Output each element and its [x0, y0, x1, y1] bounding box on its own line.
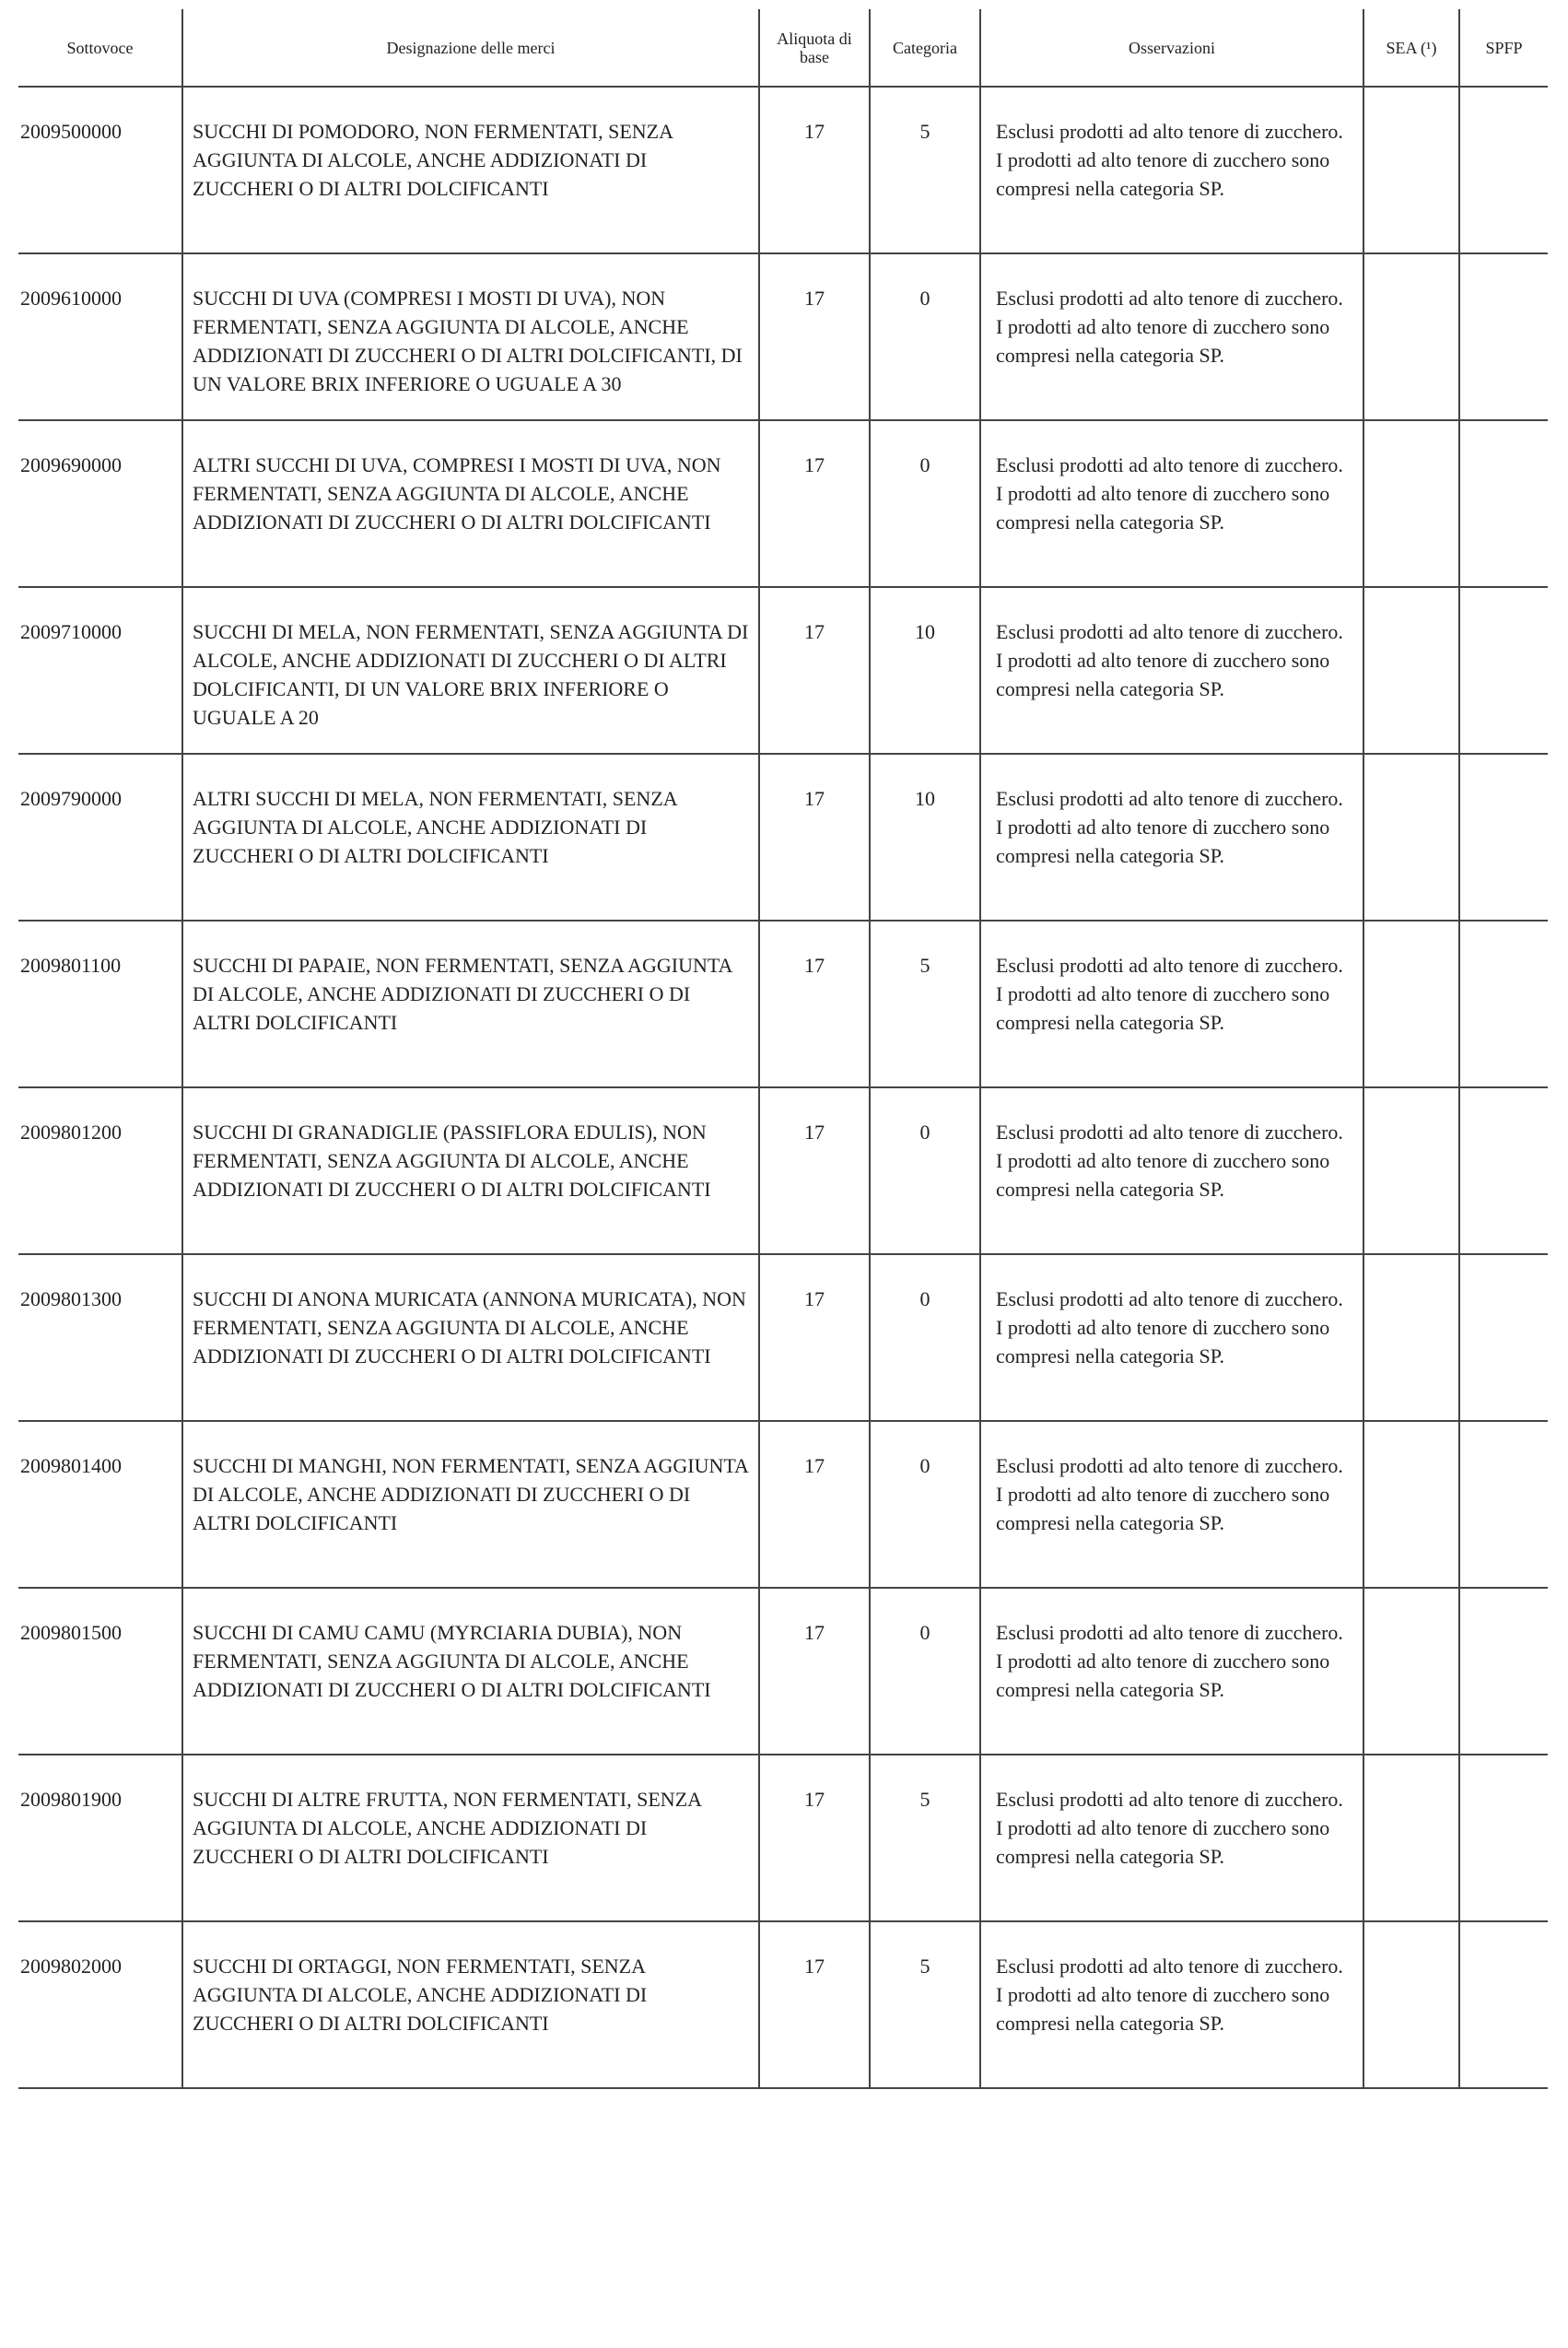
- cell-osservazioni: Esclusi prodotti ad alto tenore di zucchero. I prodotti ad alto tenore di zucchero sono compresi nella categoria SP.: [980, 1921, 1363, 2088]
- cell-aliquota: 17: [759, 754, 870, 921]
- cell-spfp: [1459, 1755, 1548, 1921]
- cell-categoria: 0: [870, 420, 980, 587]
- cell-spfp: [1459, 1588, 1548, 1755]
- tariff-table: [18, 9, 1548, 2089]
- cell-aliquota: 17: [759, 1755, 870, 1921]
- cell-sottovoce: 2009690000: [18, 420, 182, 587]
- cell-sea: [1363, 1254, 1459, 1421]
- cell-sea: [1363, 1588, 1459, 1755]
- cell-categoria: 0: [870, 1254, 980, 1421]
- cell-categoria: 5: [870, 921, 980, 1087]
- cell-sottovoce: 2009500000: [18, 87, 182, 253]
- cell-osservazioni: Esclusi prodotti ad alto tenore di zucchero. I prodotti ad alto tenore di zucchero sono compresi nella categoria SP.: [980, 1087, 1363, 1254]
- cell-spfp: [1459, 921, 1548, 1087]
- cell-osservazioni: Esclusi prodotti ad alto tenore di zucchero. I prodotti ad alto tenore di zucchero sono compresi nella categoria SP.: [980, 1755, 1363, 1921]
- cell-sottovoce: 2009610000: [18, 253, 182, 420]
- table-row: [18, 1921, 1548, 2088]
- cell-osservazioni: Esclusi prodotti ad alto tenore di zucchero. I prodotti ad alto tenore di zucchero sono compresi nella categoria SP.: [980, 754, 1363, 921]
- cell-osservazioni: Esclusi prodotti ad alto tenore di zucchero. I prodotti ad alto tenore di zucchero sono compresi nella categoria SP.: [980, 921, 1363, 1087]
- cell-designazione: SUCCHI DI ALTRE FRUTTA, NON FERMENTATI, SENZA AGGIUNTA DI ALCOLE, ANCHE ADDIZIONATI DI ZUCCHERI O DI ALTRI DOLCIFICANTI: [182, 1755, 759, 1921]
- cell-aliquota: 17: [759, 1087, 870, 1254]
- cell-sea: [1363, 1755, 1459, 1921]
- header-row: [18, 9, 1548, 87]
- cell-aliquota: 17: [759, 1254, 870, 1421]
- cell-osservazioni: Esclusi prodotti ad alto tenore di zucchero. I prodotti ad alto tenore di zucchero sono compresi nella categoria SP.: [980, 1254, 1363, 1421]
- cell-sottovoce: 2009801100: [18, 921, 182, 1087]
- cell-categoria: 5: [870, 1921, 980, 2088]
- cell-sottovoce: 2009802000: [18, 1921, 182, 2088]
- cell-sottovoce: 2009801200: [18, 1087, 182, 1254]
- table-body: [18, 87, 1548, 2088]
- header-aliquota: Aliquota di base: [759, 9, 870, 87]
- cell-categoria: 10: [870, 587, 980, 754]
- cell-aliquota: 17: [759, 921, 870, 1087]
- cell-spfp: [1459, 1921, 1548, 2088]
- cell-designazione: SUCCHI DI POMODORO, NON FERMENTATI, SENZA AGGIUNTA DI ALCOLE, ANCHE ADDIZIONATI DI ZUCCHERI O DI ALTRI DOLCIFICANTI: [182, 87, 759, 253]
- cell-sottovoce: 2009801400: [18, 1421, 182, 1588]
- cell-designazione: SUCCHI DI MANGHI, NON FERMENTATI, SENZA AGGIUNTA DI ALCOLE, ANCHE ADDIZIONATI DI ZUCCHERI O DI ALTRI DOLCIFICANTI: [182, 1421, 759, 1588]
- cell-designazione: SUCCHI DI GRANADIGLIE (PASSIFLORA EDULIS), NON FERMENTATI, SENZA AGGIUNTA DI ALCOLE, ANCHE ADDIZIONATI DI ZUCCHERI O DI ALTRI DOLCIFICANTI: [182, 1087, 759, 1254]
- cell-categoria: 5: [870, 1755, 980, 1921]
- cell-osservazioni: Esclusi prodotti ad alto tenore di zucchero. I prodotti ad alto tenore di zucchero sono compresi nella categoria SP.: [980, 87, 1363, 253]
- table-row: [18, 754, 1548, 921]
- table-row: [18, 253, 1548, 420]
- cell-categoria: 0: [870, 1421, 980, 1588]
- cell-designazione: SUCCHI DI ANONA MURICATA (ANNONA MURICATA), NON FERMENTATI, SENZA AGGIUNTA DI ALCOLE, ANCHE ADDIZIONATI DI ZUCCHERI O DI ALTRI DOLCIFICANTI: [182, 1254, 759, 1421]
- cell-spfp: [1459, 1087, 1548, 1254]
- cell-sea: [1363, 87, 1459, 253]
- cell-sottovoce: 2009801500: [18, 1588, 182, 1755]
- header-sottovoce: Sottovoce: [18, 9, 182, 87]
- cell-sottovoce: 2009710000: [18, 587, 182, 754]
- cell-categoria: 0: [870, 253, 980, 420]
- cell-spfp: [1459, 1254, 1548, 1421]
- table-row: [18, 1087, 1548, 1254]
- cell-spfp: [1459, 420, 1548, 587]
- cell-designazione: SUCCHI DI UVA (COMPRESI I MOSTI DI UVA), NON FERMENTATI, SENZA AGGIUNTA DI ALCOLE, ANCHE ADDIZIONATI DI ZUCCHERI O DI ALTRI DOLCIFICANTI, DI UN VALORE BRIX INFERIORE O UGUALE A 30: [182, 253, 759, 420]
- cell-designazione: SUCCHI DI PAPAIE, NON FERMENTATI, SENZA AGGIUNTA DI ALCOLE, ANCHE ADDIZIONATI DI ZUCCHERI O DI ALTRI DOLCIFICANTI: [182, 921, 759, 1087]
- cell-spfp: [1459, 87, 1548, 253]
- header-osservazioni: Osservazioni: [980, 9, 1363, 87]
- cell-sottovoce: 2009801300: [18, 1254, 182, 1421]
- cell-aliquota: 17: [759, 1421, 870, 1588]
- table-row: [18, 921, 1548, 1087]
- table-row: [18, 87, 1548, 253]
- cell-osservazioni: Esclusi prodotti ad alto tenore di zucchero. I prodotti ad alto tenore di zucchero sono compresi nella categoria SP.: [980, 420, 1363, 587]
- cell-sea: [1363, 420, 1459, 587]
- cell-categoria: 10: [870, 754, 980, 921]
- table-row: [18, 1254, 1548, 1421]
- header-spfp: SPFP: [1459, 9, 1548, 87]
- cell-aliquota: 17: [759, 1921, 870, 2088]
- cell-sottovoce: 2009801900: [18, 1755, 182, 1921]
- cell-sea: [1363, 1087, 1459, 1254]
- header-categoria: Categoria: [870, 9, 980, 87]
- cell-designazione: SUCCHI DI CAMU CAMU (MYRCIARIA DUBIA), NON FERMENTATI, SENZA AGGIUNTA DI ALCOLE, ANCHE ADDIZIONATI DI ZUCCHERI O DI ALTRI DOLCIFICANTI: [182, 1588, 759, 1755]
- cell-spfp: [1459, 754, 1548, 921]
- cell-sea: [1363, 1421, 1459, 1588]
- cell-osservazioni: Esclusi prodotti ad alto tenore di zucchero. I prodotti ad alto tenore di zucchero sono compresi nella categoria SP.: [980, 1421, 1363, 1588]
- table-row: [18, 420, 1548, 587]
- cell-sea: [1363, 921, 1459, 1087]
- cell-aliquota: 17: [759, 587, 870, 754]
- header-sea: SEA (¹): [1363, 9, 1459, 87]
- cell-aliquota: 17: [759, 253, 870, 420]
- header-designazione: Designazione delle merci: [182, 9, 759, 87]
- cell-spfp: [1459, 253, 1548, 420]
- table-row: [18, 1755, 1548, 1921]
- cell-osservazioni: Esclusi prodotti ad alto tenore di zucchero. I prodotti ad alto tenore di zucchero sono compresi nella categoria SP.: [980, 253, 1363, 420]
- cell-osservazioni: Esclusi prodotti ad alto tenore di zucchero. I prodotti ad alto tenore di zucchero sono compresi nella categoria SP.: [980, 1588, 1363, 1755]
- cell-sottovoce: 2009790000: [18, 754, 182, 921]
- cell-spfp: [1459, 587, 1548, 754]
- cell-designazione: SUCCHI DI ORTAGGI, NON FERMENTATI, SENZA AGGIUNTA DI ALCOLE, ANCHE ADDIZIONATI DI ZUCCHERI O DI ALTRI DOLCIFICANTI: [182, 1921, 759, 2088]
- cell-categoria: 0: [870, 1588, 980, 1755]
- cell-categoria: 5: [870, 87, 980, 253]
- cell-sea: [1363, 587, 1459, 754]
- cell-sea: [1363, 754, 1459, 921]
- table-row: [18, 1421, 1548, 1588]
- cell-categoria: 0: [870, 1087, 980, 1254]
- cell-designazione: SUCCHI DI MELA, NON FERMENTATI, SENZA AGGIUNTA DI ALCOLE, ANCHE ADDIZIONATI DI ZUCCHERI O DI ALTRI DOLCIFICANTI, DI UN VALORE BRIX INFERIORE O UGUALE A 20: [182, 587, 759, 754]
- cell-sea: [1363, 1921, 1459, 2088]
- cell-osservazioni: Esclusi prodotti ad alto tenore di zucchero. I prodotti ad alto tenore di zucchero sono compresi nella categoria SP.: [980, 587, 1363, 754]
- cell-designazione: ALTRI SUCCHI DI MELA, NON FERMENTATI, SENZA AGGIUNTA DI ALCOLE, ANCHE ADDIZIONATI DI ZUCCHERI O DI ALTRI DOLCIFICANTI: [182, 754, 759, 921]
- cell-sea: [1363, 253, 1459, 420]
- cell-designazione: ALTRI SUCCHI DI UVA, COMPRESI I MOSTI DI UVA, NON FERMENTATI, SENZA AGGIUNTA DI ALCOLE, ANCHE ADDIZIONATI DI ZUCCHERI O DI ALTRI DOLCIFICANTI: [182, 420, 759, 587]
- cell-aliquota: 17: [759, 1588, 870, 1755]
- cell-aliquota: 17: [759, 87, 870, 253]
- table-row: [18, 587, 1548, 754]
- cell-spfp: [1459, 1421, 1548, 1588]
- cell-aliquota: 17: [759, 420, 870, 587]
- table-row: [18, 1588, 1548, 1755]
